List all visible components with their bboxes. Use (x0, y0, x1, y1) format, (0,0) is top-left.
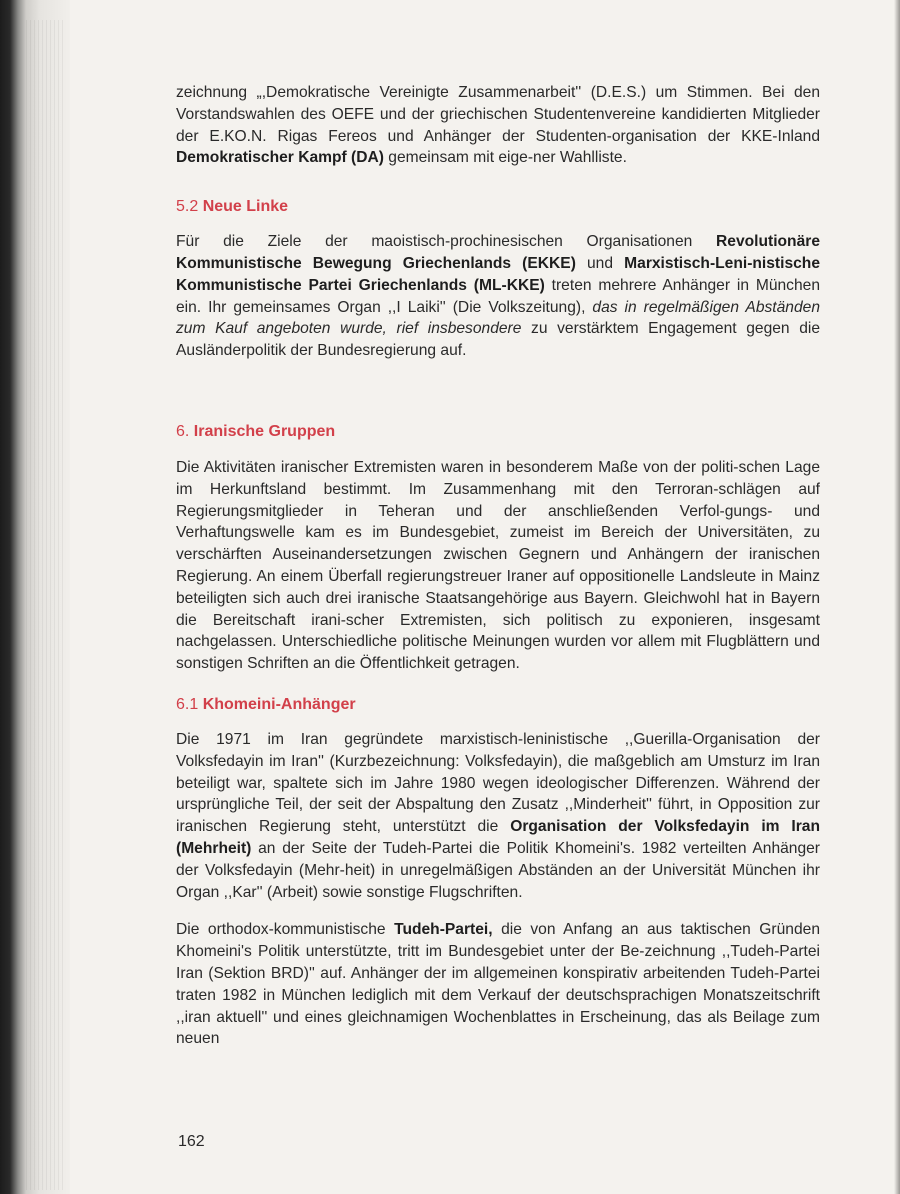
intro-text-2: gemeinsam mit eige-ner Wahlliste. (383, 149, 627, 167)
section-5-2-paragraph (176, 231, 820, 362)
page-edge-right (894, 0, 900, 1194)
intro-text-1: zeichnung „,Demokratische Vereinigte Zusammenarbeit'' (D.E.S.) um Stimmen. Bei den Vorstandswahlen des OEFE und der griechischen Studentenvereine kandidierten Mitglieder der E.KO.N. Rigas Fereos und Anhänger der Studenten-organisation der KKE-Inland (176, 84, 820, 145)
page-edges (26, 20, 66, 1190)
section-6-paragraph: Die Aktivitäten iranischer Extremisten waren in besonderem Maße von der politi-schen Lage im Herkunftsland bestimmt. Im Zusammenhang mit den Terroran-schlägen auf Regierungsmitglieder in Teheran und der anschließenden Verfol-gungs- und Verhaftungswelle kam es im Bundesgebiet, zumeist im Bereich der Universitäten, zu verschärften Auseinandersetzungen zwischen Gegnern und Anhängern der iranischen Regierung. An einem Überfall regierungstreuer Iraner auf oppositionelle Landsleute in Mainz beteiligten sich auch drei iranische Staatsangehörige aus Bayern. Gleichwohl hat in Bayern die Bereitschaft irani-scher Extremisten, sich politisch zu exponieren, insgesamt nachgelassen. Unterschiedliche politische Meinungen wurden vor allem mit Flugblättern und sonstigen Schriften an die Öffentlichkeit getragen. (176, 458, 820, 673)
section-number: 6. (176, 422, 190, 440)
text: und (575, 254, 625, 272)
section-number: 6.1 (176, 695, 199, 713)
section-title: Neue Linke (202, 198, 289, 216)
bold-ml-kke: Marxistisch-Leni-nistische Kommunistische Partei Griechenlands (ML-KKE) (176, 254, 820, 294)
section-title: Iranische Gruppen (193, 422, 336, 440)
section-heading-5-2 (176, 196, 820, 218)
page-content (176, 82, 820, 1050)
text: Für die Ziele der maoistisch-prochinesischen Organisationen (176, 233, 717, 251)
page-number: 162 (178, 1133, 205, 1150)
bold-volksfedayin: Organisation der Volksfedayin im Iran (Mehrheit) (176, 818, 821, 857)
intro-paragraph (176, 82, 820, 169)
bold-ekke: Revolutionäre Kommunistische Bewegung Griechenlands (EKKE) (176, 233, 820, 272)
section-6-1-paragraph-1 (176, 729, 820, 903)
section-heading-6 (176, 421, 820, 443)
italic-text: das in regelmäßigen Abständen zum Kauf angeboten wurde, rief insbesondere (176, 298, 820, 338)
text: treten mehrere Anhänger in München ein. Ihr gemeinsames Organ ,,I Laiki'' (Die Volkszeitung), (176, 276, 820, 316)
text: zu verstärktem Engagement gegen die Ausländerpolitik der Bundesregierung auf. (176, 320, 821, 360)
text: Die 1971 im Iran gegründete marxistisch-leninistische ,,Guerilla-Organisation der Volksfedayin im Iran'' (Kurzbezeichnung: Volksfedayin), die maßgeblich am Umsturz im Iran beteiligt war, spaltete sich im Jahre 1980 wegen ideologischer Differenzen. Während der ursprüngliche Teil, der seit der Abspaltung den Zusatz ,,Minderheit'' führt, in Opposition zur iranischen Regierung steht, unterstützt die (176, 730, 820, 836)
section-title: Khomeini-Anhänger (202, 695, 356, 713)
bold-tudeh-partei: Tudeh-Partei, (394, 921, 493, 939)
text: die von Anfang an aus taktischen Gründen Khomeini's Politik unterstützte, tritt im Bundesgebiet unter der Be-zeichnung ,,Tudeh-Partei Iran (Sektion BRD)'' auf. Anhänger der im allgemeinen konspirativ arbeitenden Tudeh-Partei traten 1982 in München lediglich mit dem Verkauf der deutschsprachigen Monatszeitschrift ,,iran aktuell'' und eines gleichnamigen Wochenblattes in Erscheinung, das als Beilage zum neuen (176, 921, 820, 1048)
section-number: 5.2 (176, 198, 199, 216)
section-6-1-paragraph-2 (176, 919, 820, 1050)
section-heading-6-1 (176, 694, 820, 716)
intro-bold-da: Demokratischer Kampf (DA) (176, 149, 384, 167)
text: an der Seite der Tudeh-Partei die Politik Khomeini's. 1982 verteilten Anhänger der Volksfedayin (Mehr-heit) in unregelmäßigen Abständen an der Universität München ihr Organ ,,Kar'' (Arbeit) sowie sonstige Flugschriften. (176, 839, 820, 901)
text: Die orthodox-kommunistische (176, 921, 395, 939)
